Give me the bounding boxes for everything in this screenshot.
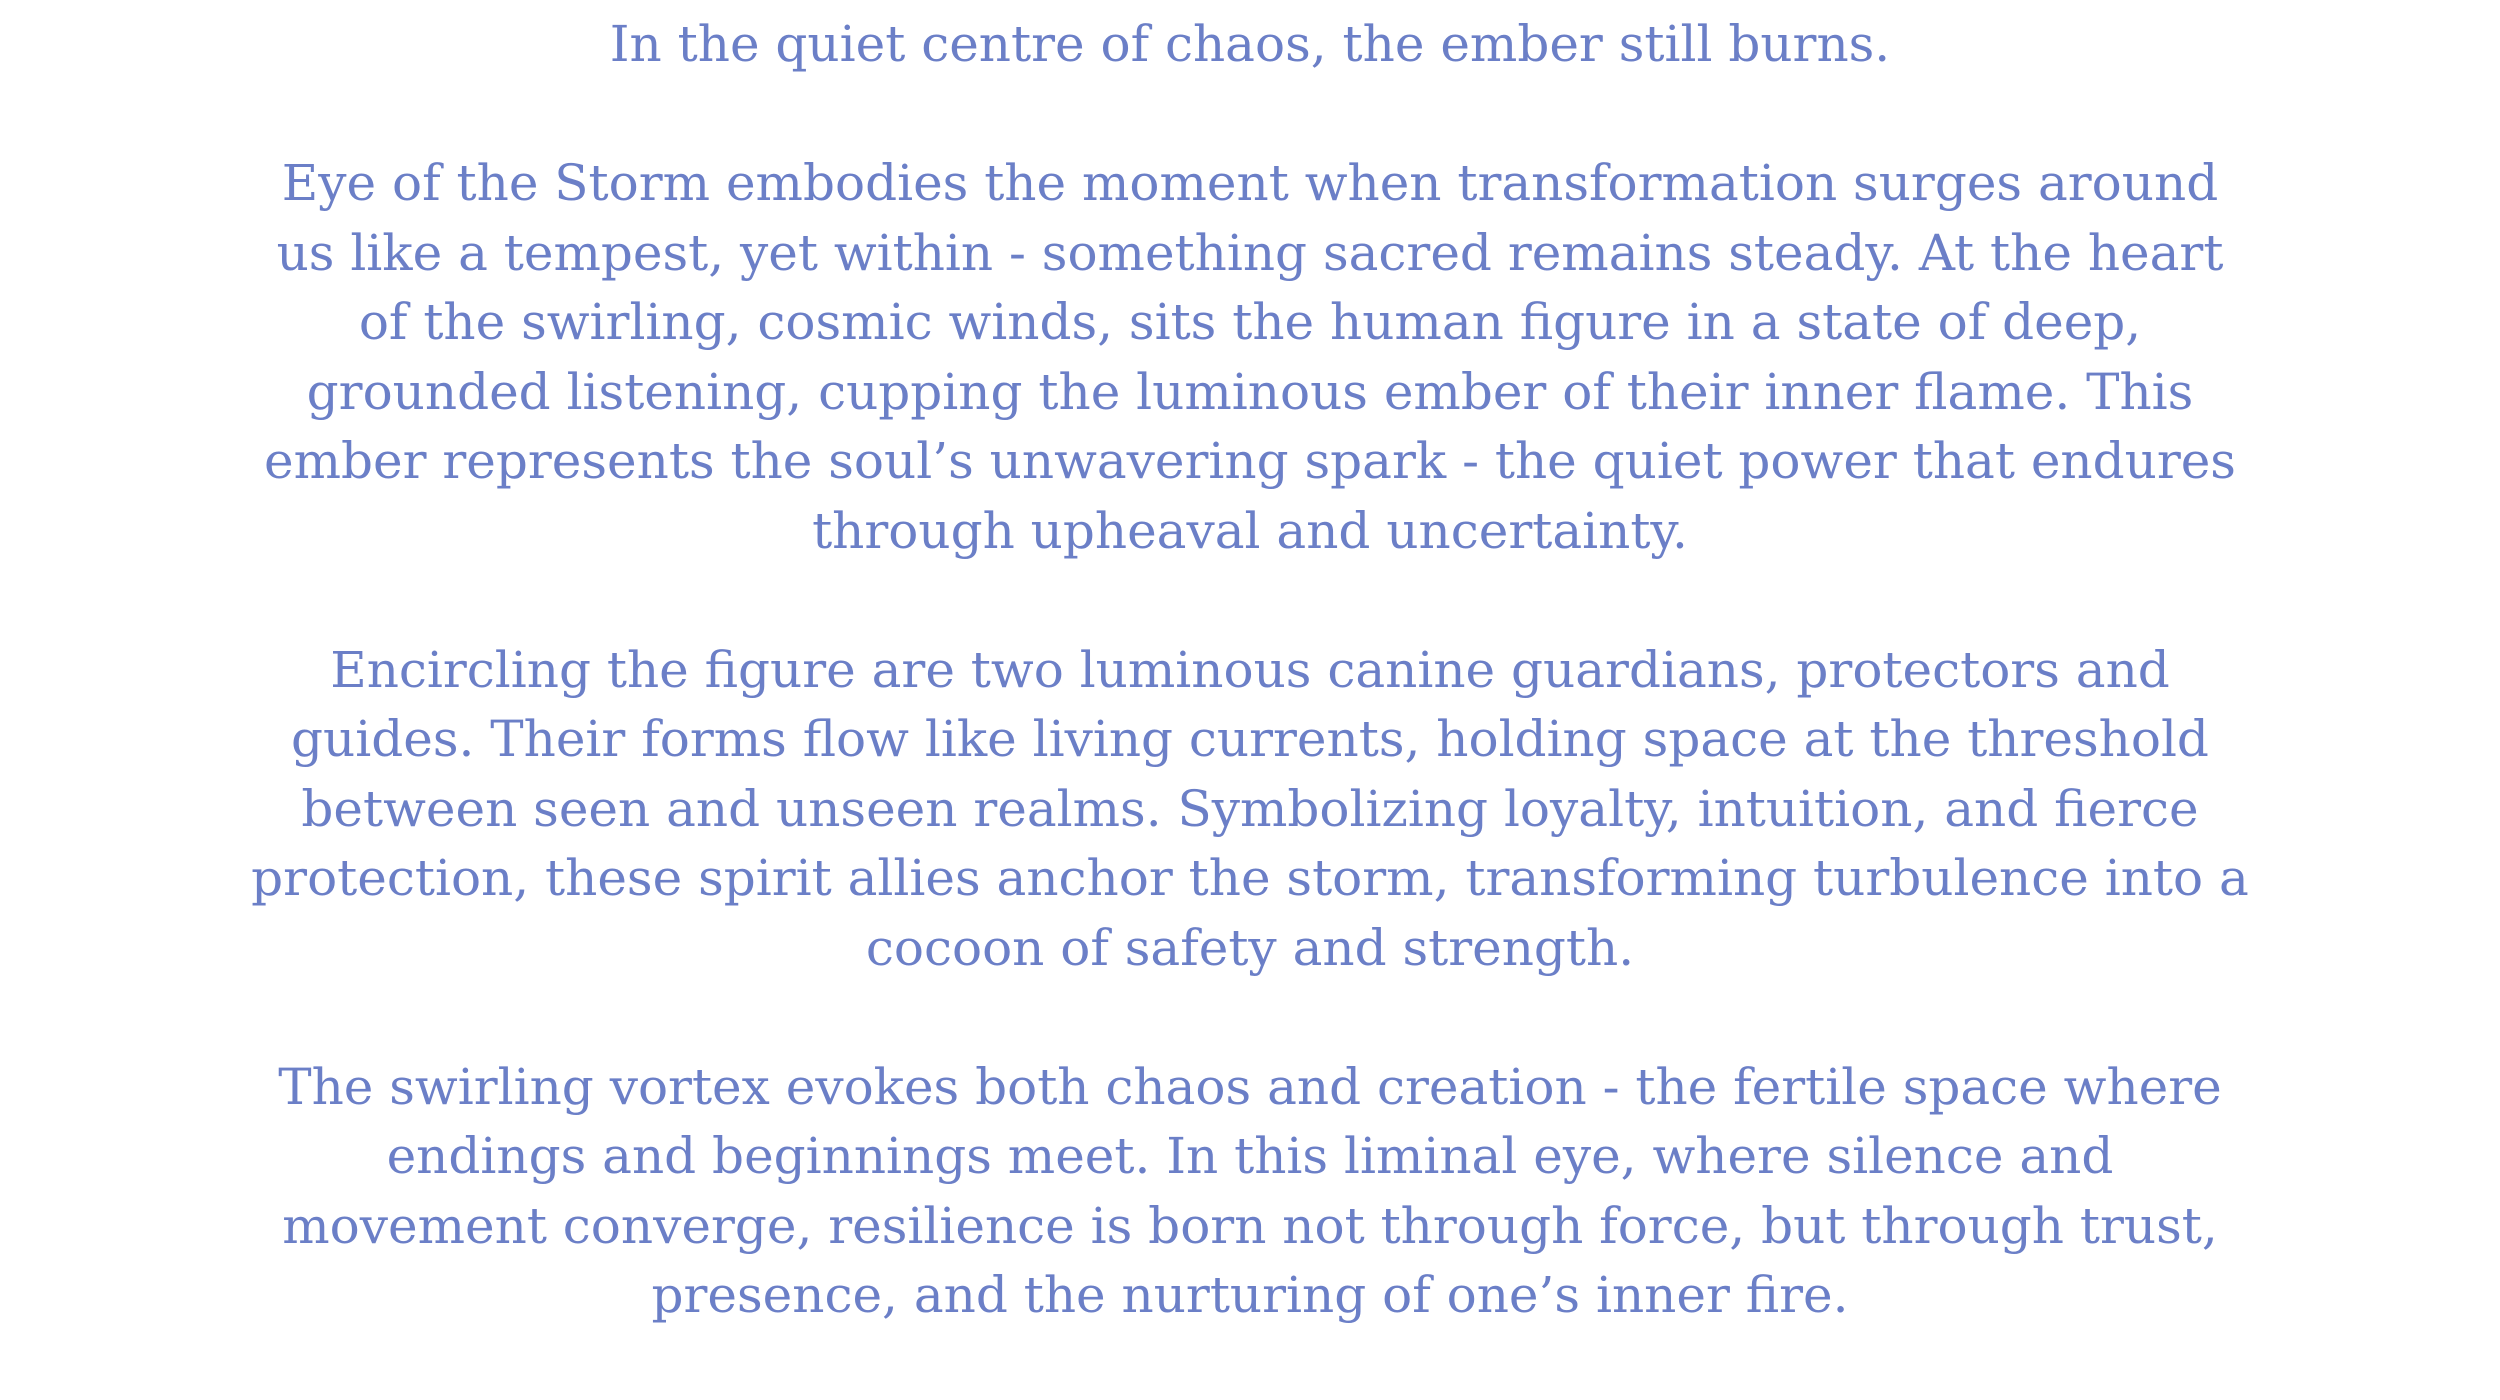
tagline: In the quiet centre of chaos, the ember still burns. bbox=[609, 15, 1891, 73]
paragraph-vortex: The swirling vortex evokes both chaos and creation - the fertile space where endings and beginnings meet. In this liminal eye, where silence and movement converge, resilience is born not through force, but through trust, presence, and the nurturing of one’s inner fire. bbox=[278, 1057, 2222, 1324]
paragraph-figure: Eye of the Storm embodies the moment when transformation surges around us like a tempest, yet within - something sacred remains steady. At the heart of the swirling, cosmic winds, sits the human figure in a state of deep, grounded listening, cupping the luminous ember of their inner flame. This ember represents the soul’s unwavering spark - the quiet power that endures through upheaval and uncertainty. bbox=[264, 154, 2236, 560]
artwork-description bbox=[250, 0, 2250, 1400]
paragraph-guardians: Encircling the figure are two luminous canine guardians, protectors and guides. Their forms flow like living currents, holding space at the threshold between seen and unseen realms. Symbolizing loyalty, intuition, and fierce protection, these spirit allies anchor the storm, transforming turbulence into a cocoon of safety and strength. bbox=[251, 640, 2249, 977]
